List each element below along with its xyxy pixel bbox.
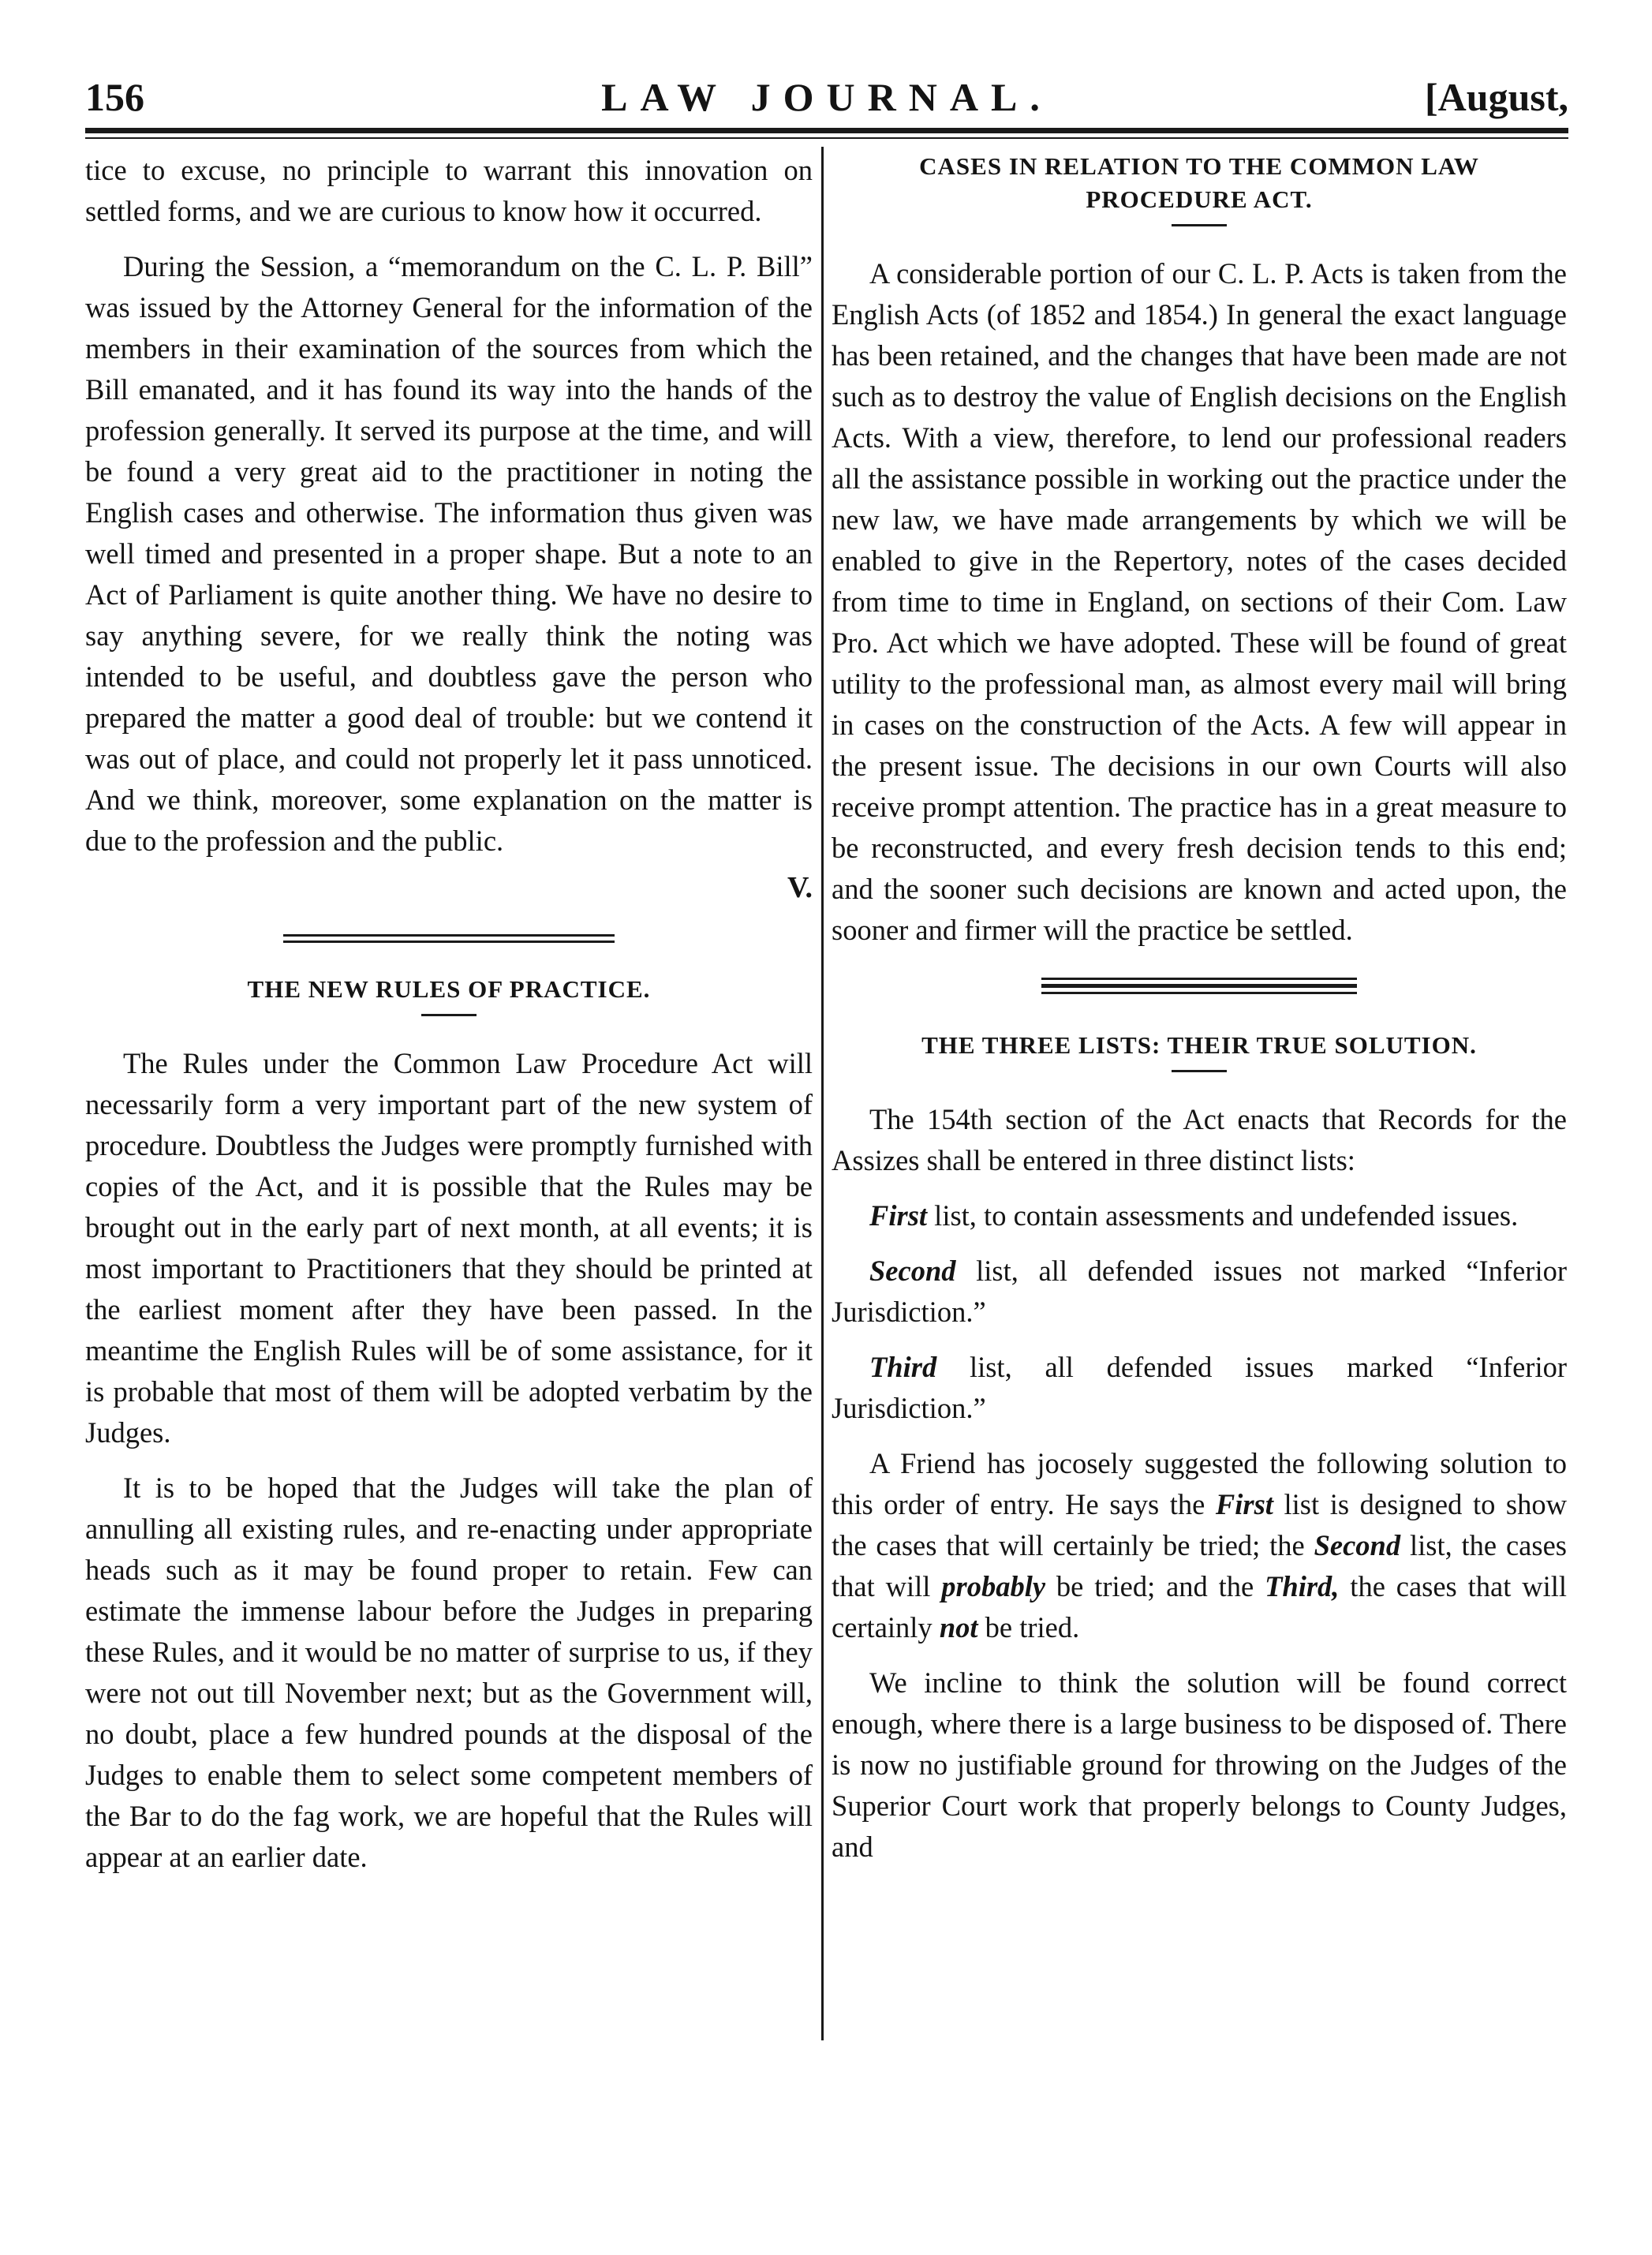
journal-title: LAW JOURNAL. xyxy=(601,75,1052,119)
new-rules-paragraph-2: It is to be hoped that the Judges will take the plan of annulling all existing rules, and re-enacting under appropriate heads such as it may be found proper to retain. Few can estimate the immense labour before the Judges in preparing these Rules, and it would be no matter of surprise to us, if they were not out till November next; but as the Government will, no doubt, place a few hundred pounds at the disposal of the Judges to enable them to select some competent members of the Bar to do the fag work, we are hopeful that the Rules will appear at an earlier date. xyxy=(85,1472,813,1873)
friend-solution-paragraph: A Friend has jocosely suggested the following solution to this order of entry. He says the First list is designed to show the cases that will certainly be tried; the Second list, the cases that will probably be tried; and the Third, the cases that will certainly not be tried. xyxy=(832,1447,1567,1644)
section-heading-cases: CASES IN RELATION TO THE COMMON LAW PROCEDURE ACT. xyxy=(919,152,1479,213)
third-list-label: Third xyxy=(869,1351,937,1383)
cases-paragraph: A considerable portion of our C. L. P. Acts is taken from the English Acts (of 1852 and 1854.) In general the exact language has been retained, and the changes that have been made are not such as to destroy the value of English decisions on the English Acts. With a view, therefore, to lend our professional readers all the assistance possible in working out the practice under the new law, we have made arrangements by which we will be enabled to give in the Repertory, notes of the cases decided from time to time in England, on sections of their Com. Law Pro. Act which we have adopted. These will be found of great utility to the professional man, as almost every mail will bring in cases on the construction of the Acts. A few will appear in the present issue. The decisions in our own Courts will also receive prompt attention. The practice has in a great measure to be reconstructed, and every fresh decision tends to this end; and the sooner such decisions are known and acted upon, the sooner and firmer will the practice be settled. xyxy=(832,257,1567,946)
column-divider xyxy=(821,147,824,2040)
article-continuation-paragraph: tice to excuse, no principle to warrant this innovation on settled forms, and we are curious to know how it occurred. xyxy=(85,154,813,227)
author-signature: V. xyxy=(787,871,813,904)
first-list-item: First list, to contain assessments and undefended issues. xyxy=(869,1199,1519,1232)
heading-rule xyxy=(1172,224,1227,226)
right-column xyxy=(832,150,1567,1882)
second-list-label: Second xyxy=(869,1255,956,1287)
heading-rule xyxy=(421,1014,477,1016)
conclusion-paragraph: We incline to think the solution will be found correct enough, where there is a large business to be disposed of. There is now no justifiable ground for throwing on the Judges of the Superior Court work that properly belongs to County Judges, and xyxy=(832,1666,1567,1863)
first-list-label: First xyxy=(869,1199,928,1232)
memorandum-paragraph: During the Session, a “memorandum on the C. L. P. Bill” was issued by the Attorney General for the information of the members in their examination of the sources from which the Bill emanated, and it has found its way into the hands of the profession generally. It served its purpose at the time, and will be found a very great aid to the practitioner in noting the English cases and otherwise. The information thus given was well timed and presented in a proper shape. But a note to an Act of Parliament is quite another thing. We have no desire to say anything severe, for we really think the noting was intended to be useful, and doubtless gave the person who prepared the matter a good deal of trouble: but we contend it was out of place, and could not properly let it pass unnoticed. And we think, moreover, some explanation on the matter is due to the profession and the public. xyxy=(85,250,813,857)
page-header xyxy=(85,69,1568,125)
third-list-item: Third list, all defended issues marked “Inferior Jurisdiction.” xyxy=(832,1351,1567,1424)
section-heading-three-lists: THE THREE LISTS: THEIR TRUE SOLUTION. xyxy=(921,1031,1477,1059)
section-separator xyxy=(283,934,615,943)
heading-rule xyxy=(1172,1070,1227,1072)
header-rule-thick xyxy=(85,128,1568,133)
second-list-item: Second list, all defended issues not marked “Inferior Jurisdiction.” xyxy=(832,1255,1567,1328)
left-column xyxy=(85,150,813,1892)
section-heading-new-rules: THE NEW RULES OF PRACTICE. xyxy=(247,975,651,1003)
section-separator xyxy=(1041,978,1357,994)
header-rule-thin xyxy=(85,137,1568,139)
page-number: 156 xyxy=(85,75,144,119)
new-rules-paragraph-1: The Rules under the Common Law Procedure Act will necessarily form a very important part of the new system of procedure. Doubtless the Judges were promptly furnished with copies of the Act, and it is possible that the Rules may be brought out in the early part of next month, at all events; it is most important to Practitioners that they should be printed at the earliest moment after they have been passed. In the meantime the English Rules will be of some assistance, for it is probable that most of them will be adopted verbatim by the Judges. xyxy=(85,1047,813,1449)
three-lists-intro: The 154th section of the Act enacts that Records for the Assizes shall be entered in three distinct lists: xyxy=(832,1103,1567,1176)
issue-month: [August, xyxy=(1425,75,1568,119)
